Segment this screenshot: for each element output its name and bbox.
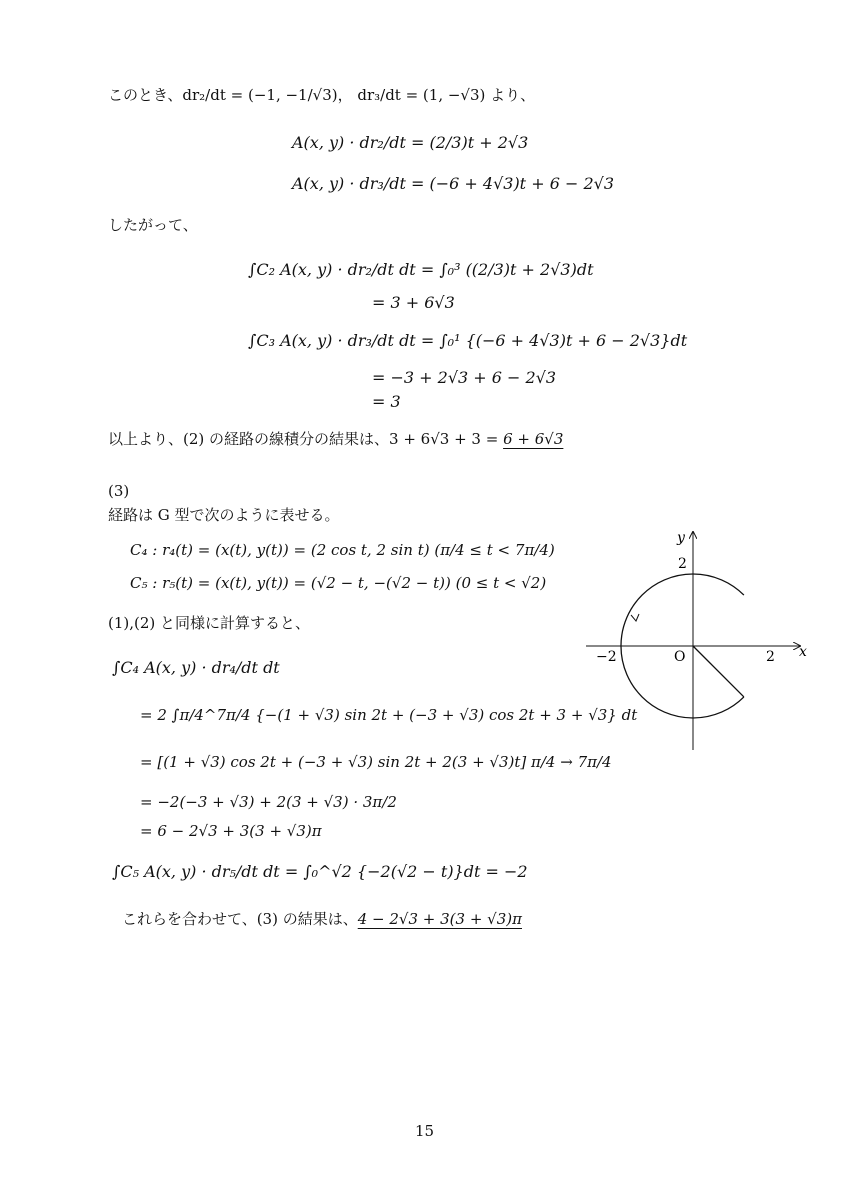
direction-arrow-icon <box>631 614 639 621</box>
x-axis-label: x <box>799 644 807 660</box>
integral-c5: ∫C₅ A(x, y) · dr₅/dt dt = ∫₀^√2 {−2(√2 − t)}dt = −2 <box>112 862 528 881</box>
origin-label: O <box>674 649 686 665</box>
y-tick-label: 2 <box>678 556 687 572</box>
equation-dot-r2: A(x, y) · dr₂/dt = (2/3)t + 2√3 <box>292 133 529 152</box>
integral-c4-step2: = [(1 + √3) cos 2t + (−3 + √3) sin 2t + 2(3 + √3)t] π/4 → 7π/4 <box>140 753 612 771</box>
intro-text: このとき、dr₂/dt = (−1, −1/√3)， dr₃/dt = (1, −√3) より、 <box>108 86 536 104</box>
integral-c4-result: = 6 − 2√3 + 3(3 + √3)π <box>140 822 322 840</box>
integral-c2: ∫C₂ A(x, y) · dr₂/dt dt = ∫₀³ ((2/3)t + 2√3)dt <box>248 260 594 279</box>
integral-c4-step3: = −2(−3 + √3) + 2(3 + √3) · 3π/2 <box>140 793 397 811</box>
y-axis-label: y <box>677 530 685 546</box>
segment-c5 <box>693 646 744 697</box>
integral-c4-step1: = 2 ∫π/4^7π/4 {−(1 + √3) sin 2t + (−3 + √3) cos 2t + 3 + √3} dt <box>140 706 638 724</box>
part3-path-description: 経路は G 型で次のように表せる。 <box>108 506 340 524</box>
part2-conclusion-text: 以上より、(2) の経路の線積分の結果は、3 + 6√3 + 3 = <box>108 430 504 448</box>
x-tick-neg-label: −2 <box>596 649 617 665</box>
c5-definition: C₅ : r₅(t) = (x(t), y(t)) = (√2 − t, −(√2 − t)) (0 ≤ t < √2) <box>130 574 547 592</box>
part2-answer: 6 + 6√3 <box>503 430 564 448</box>
integral-c3-result: = 3 <box>372 392 401 411</box>
part3-conclusion-text: これらを合わせて、(3) の結果は、 <box>122 910 358 928</box>
similar-calc-text: (1),(2) と同様に計算すると、 <box>108 614 311 632</box>
x-tick-pos-label: 2 <box>766 649 775 665</box>
integral-c4: ∫C₄ A(x, y) · dr₄/dt dt <box>112 658 280 677</box>
c4-definition: C₄ : r₄(t) = (x(t), y(t)) = (2 cos t, 2 sin t) (π/4 ≤ t < 7π/4) <box>130 541 555 559</box>
page-number: 15 <box>415 1122 435 1140</box>
equation-dot-r3: A(x, y) · dr₃/dt = (−6 + 4√3)t + 6 − 2√3 <box>292 174 614 193</box>
integral-c3-step: = −3 + 2√3 + 6 − 2√3 <box>372 368 557 387</box>
integral-c3: ∫C₃ A(x, y) · dr₃/dt dt = ∫₀¹ {(−6 + 4√3)t + 6 − 2√3}dt <box>248 331 688 350</box>
therefore-text: したがって、 <box>108 216 198 234</box>
part3-heading: (3) <box>108 482 130 500</box>
part3-answer: 4 − 2√3 + 3(3 + √3)π <box>357 910 522 928</box>
integral-c2-result: = 3 + 6√3 <box>372 293 455 312</box>
